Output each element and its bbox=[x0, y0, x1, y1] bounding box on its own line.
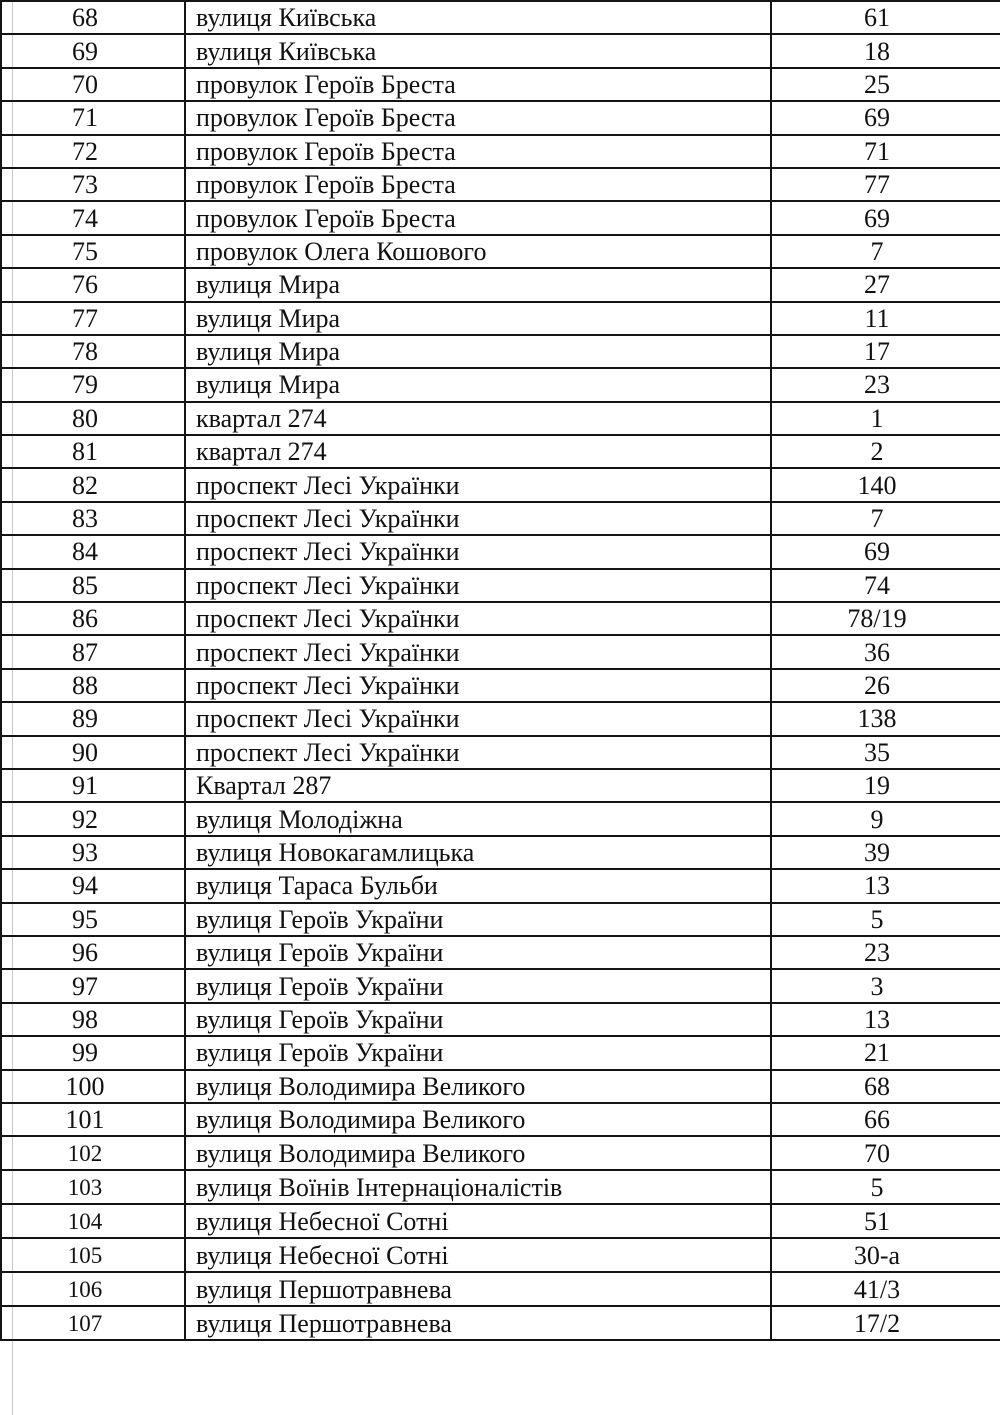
street-cell: вулиця Першотравнева bbox=[185, 1306, 771, 1340]
row-number: 97 bbox=[72, 971, 98, 1001]
house-number-cell bbox=[771, 302, 1000, 335]
row-number-cell bbox=[1, 1036, 185, 1069]
house-number: 7 bbox=[870, 504, 884, 534]
row-number: 94 bbox=[72, 871, 98, 901]
street-cell: проспект Лесі Українки bbox=[185, 736, 771, 769]
house-number: 11 bbox=[864, 303, 890, 333]
table-row bbox=[1, 435, 1000, 468]
row-number-cell bbox=[1, 1306, 185, 1340]
house-number-cell bbox=[771, 1, 1000, 34]
house-number-cell bbox=[771, 569, 1000, 602]
house-number-cell bbox=[771, 335, 1000, 368]
row-number-cell bbox=[1, 1136, 185, 1170]
row-number-cell bbox=[1, 268, 185, 301]
table-row bbox=[1, 903, 1000, 936]
row-number: 95 bbox=[72, 904, 98, 934]
row-number: 69 bbox=[72, 36, 98, 66]
row-number: 73 bbox=[72, 170, 98, 200]
row-number: 79 bbox=[72, 370, 98, 400]
row-number: 96 bbox=[72, 938, 98, 968]
street-cell: проспект Лесі Українки bbox=[185, 702, 771, 735]
house-number-cell bbox=[771, 903, 1000, 936]
row-number: 103 bbox=[67, 1175, 103, 1201]
table-row bbox=[1, 869, 1000, 902]
table-row bbox=[1, 602, 1000, 635]
street-cell: вулиця Володимира Великого bbox=[185, 1103, 771, 1136]
table-row bbox=[1, 335, 1000, 368]
row-number: 83 bbox=[72, 504, 98, 534]
table-row bbox=[1, 669, 1000, 702]
street-cell: провулок Героїв Бреста bbox=[185, 168, 771, 201]
table-row bbox=[1, 502, 1000, 535]
table-row bbox=[1, 201, 1000, 234]
table-row bbox=[1, 135, 1000, 168]
row-number: 99 bbox=[72, 1038, 98, 1068]
street-cell: провулок Героїв Бреста bbox=[185, 135, 771, 168]
row-number: 68 bbox=[72, 3, 98, 33]
street-cell: провулок Героїв Бреста bbox=[185, 201, 771, 234]
row-number-cell bbox=[1, 969, 185, 1002]
street-cell: провулок Героїв Бреста bbox=[185, 101, 771, 134]
house-number-cell bbox=[771, 1003, 1000, 1036]
house-number-cell bbox=[771, 135, 1000, 168]
house-number: 69 bbox=[864, 203, 890, 233]
house-number: 61 bbox=[864, 3, 890, 33]
street-cell: квартал 274 bbox=[185, 435, 771, 468]
house-number-cell bbox=[771, 402, 1000, 435]
house-number-cell bbox=[771, 535, 1000, 568]
house-number: 39 bbox=[864, 837, 890, 867]
table-row bbox=[1, 535, 1000, 568]
row-number: 75 bbox=[72, 236, 98, 266]
row-number: 86 bbox=[72, 604, 98, 634]
table-row bbox=[1, 936, 1000, 969]
house-number-cell bbox=[771, 68, 1000, 101]
house-number: 23 bbox=[864, 370, 890, 400]
house-number: 77 bbox=[864, 170, 890, 200]
row-number-cell bbox=[1, 635, 185, 668]
house-number-cell bbox=[771, 1272, 1000, 1306]
street-cell: вулиця Мира bbox=[185, 302, 771, 335]
house-number: 27 bbox=[864, 270, 890, 300]
row-number-cell bbox=[1, 1070, 185, 1103]
house-number: 140 bbox=[857, 470, 897, 500]
row-number-cell bbox=[1, 1238, 185, 1272]
house-number: 70 bbox=[864, 1138, 890, 1168]
table-row bbox=[1, 302, 1000, 335]
house-number-cell bbox=[771, 869, 1000, 902]
row-number-cell bbox=[1, 869, 185, 902]
house-number-cell bbox=[771, 168, 1000, 201]
row-number-cell bbox=[1, 1, 185, 34]
house-number: 9 bbox=[870, 804, 884, 834]
table-row bbox=[1, 402, 1000, 435]
house-number: 71 bbox=[864, 136, 890, 166]
row-number-cell bbox=[1, 1272, 185, 1306]
row-number: 74 bbox=[72, 203, 98, 233]
street-cell: вулиця Воїнів Інтернаціоналістів bbox=[185, 1170, 771, 1204]
row-number: 76 bbox=[72, 270, 98, 300]
row-number-cell bbox=[1, 68, 185, 101]
house-number: 68 bbox=[864, 1071, 890, 1101]
house-number-cell bbox=[771, 769, 1000, 802]
house-number: 78/19 bbox=[847, 604, 907, 634]
row-number-cell bbox=[1, 836, 185, 869]
row-number-cell bbox=[1, 802, 185, 835]
house-number: 41/3 bbox=[853, 1274, 901, 1304]
house-number: 138 bbox=[857, 704, 897, 734]
row-number-cell bbox=[1, 168, 185, 201]
row-number-cell bbox=[1, 302, 185, 335]
street-cell: проспект Лесі Українки bbox=[185, 535, 771, 568]
table-row bbox=[1, 836, 1000, 869]
table-row bbox=[1, 268, 1000, 301]
row-number: 101 bbox=[65, 1105, 105, 1135]
street-cell: проспект Лесі Українки bbox=[185, 669, 771, 702]
street-cell: проспект Лесі Українки bbox=[185, 468, 771, 501]
street-cell: вулиця Героїв України bbox=[185, 903, 771, 936]
house-number-cell bbox=[771, 836, 1000, 869]
house-number-cell bbox=[771, 435, 1000, 468]
row-number: 88 bbox=[72, 671, 98, 700]
table-row bbox=[1, 969, 1000, 1002]
table-row bbox=[1, 1103, 1000, 1136]
row-number: 89 bbox=[72, 704, 98, 734]
row-number: 90 bbox=[72, 737, 98, 767]
house-number: 21 bbox=[864, 1038, 890, 1068]
row-number: 84 bbox=[72, 537, 98, 567]
row-number: 105 bbox=[67, 1243, 103, 1269]
row-number-cell bbox=[1, 1204, 185, 1238]
row-number-cell bbox=[1, 468, 185, 501]
row-number: 98 bbox=[72, 1004, 98, 1034]
house-number: 25 bbox=[864, 69, 890, 99]
house-number-cell bbox=[771, 1036, 1000, 1069]
house-number-cell bbox=[771, 669, 1000, 702]
street-cell: вулиця Героїв України bbox=[185, 1036, 771, 1069]
table-row bbox=[1, 1306, 1000, 1340]
row-number: 100 bbox=[65, 1071, 105, 1101]
table-row bbox=[1, 235, 1000, 268]
house-number-cell bbox=[771, 1238, 1000, 1272]
house-number: 51 bbox=[864, 1206, 890, 1236]
house-number: 36 bbox=[864, 637, 890, 667]
house-number: 3 bbox=[870, 971, 884, 1001]
row-number: 78 bbox=[72, 337, 98, 367]
house-number-cell bbox=[771, 936, 1000, 969]
row-number: 71 bbox=[72, 103, 98, 133]
table-row bbox=[1, 569, 1000, 602]
street-cell: провулок Героїв Бреста bbox=[185, 68, 771, 101]
row-number-cell bbox=[1, 34, 185, 67]
house-number-cell bbox=[771, 1204, 1000, 1238]
row-number: 93 bbox=[72, 837, 98, 867]
row-number-cell bbox=[1, 368, 185, 401]
house-number-cell bbox=[771, 736, 1000, 769]
table-row bbox=[1, 635, 1000, 668]
street-cell: квартал 274 bbox=[185, 402, 771, 435]
house-number-cell bbox=[771, 1170, 1000, 1204]
row-number: 80 bbox=[72, 403, 98, 433]
row-number: 87 bbox=[72, 637, 98, 667]
street-cell: вулиця Київська bbox=[185, 1, 771, 34]
address-table-body bbox=[1, 1, 1000, 1340]
row-number: 106 bbox=[67, 1277, 103, 1303]
table-row bbox=[1, 68, 1000, 101]
street-cell: вулиця Володимира Великого bbox=[185, 1136, 771, 1170]
house-number: 1 bbox=[870, 403, 884, 433]
house-number: 26 bbox=[864, 671, 890, 700]
house-number: 74 bbox=[864, 570, 890, 600]
table-row bbox=[1, 1272, 1000, 1306]
house-number-cell bbox=[771, 101, 1000, 134]
row-number-cell bbox=[1, 535, 185, 568]
row-number-cell bbox=[1, 135, 185, 168]
house-number-cell bbox=[771, 502, 1000, 535]
row-number-cell bbox=[1, 569, 185, 602]
row-number: 104 bbox=[67, 1209, 103, 1235]
row-number-cell bbox=[1, 502, 185, 535]
row-number-cell bbox=[1, 235, 185, 268]
street-cell: Квартал 287 bbox=[185, 769, 771, 802]
house-number-cell bbox=[771, 702, 1000, 735]
house-number: 35 bbox=[864, 737, 890, 767]
table-row bbox=[1, 1, 1000, 34]
house-number: 69 bbox=[864, 103, 890, 133]
street-cell: вулиця Новокагамлицька bbox=[185, 836, 771, 869]
row-number: 85 bbox=[72, 570, 98, 600]
row-number-cell bbox=[1, 1170, 185, 1204]
street-cell: проспект Лесі Українки bbox=[185, 502, 771, 535]
row-number-cell bbox=[1, 936, 185, 969]
street-cell: проспект Лесі Українки bbox=[185, 569, 771, 602]
street-cell: вулиця Героїв України bbox=[185, 1003, 771, 1036]
table-row bbox=[1, 1036, 1000, 1069]
house-number-cell bbox=[771, 201, 1000, 234]
street-cell: вулиця Першотравнева bbox=[185, 1272, 771, 1306]
house-number: 23 bbox=[864, 938, 890, 968]
row-number: 102 bbox=[67, 1141, 103, 1167]
row-number: 81 bbox=[72, 437, 98, 467]
table-row bbox=[1, 802, 1000, 835]
house-number-cell bbox=[771, 635, 1000, 668]
house-number-cell bbox=[771, 1103, 1000, 1136]
street-cell: вулиця Мира bbox=[185, 368, 771, 401]
street-cell: проспект Лесі Українки bbox=[185, 602, 771, 635]
street-cell: вулиця Героїв України bbox=[185, 936, 771, 969]
table-row bbox=[1, 736, 1000, 769]
house-number: 7 bbox=[870, 236, 884, 266]
house-number: 5 bbox=[870, 904, 884, 934]
row-number-cell bbox=[1, 669, 185, 702]
house-number: 19 bbox=[864, 771, 890, 801]
table-row bbox=[1, 34, 1000, 67]
street-cell: провулок Олега Кошового bbox=[185, 235, 771, 268]
row-number-cell bbox=[1, 201, 185, 234]
house-number: 18 bbox=[864, 36, 890, 66]
row-number-cell bbox=[1, 335, 185, 368]
row-number: 72 bbox=[72, 136, 98, 166]
house-number: 13 bbox=[864, 871, 890, 901]
house-number: 17 bbox=[864, 337, 890, 367]
house-number: 17/2 bbox=[853, 1308, 901, 1338]
row-number-cell bbox=[1, 903, 185, 936]
house-number-cell bbox=[771, 1136, 1000, 1170]
house-number-cell bbox=[771, 969, 1000, 1002]
row-number: 77 bbox=[72, 303, 98, 333]
table-row bbox=[1, 1238, 1000, 1272]
street-cell: вулиця Мира bbox=[185, 335, 771, 368]
street-cell: вулиця Київська bbox=[185, 34, 771, 67]
table-row bbox=[1, 1204, 1000, 1238]
house-number: 69 bbox=[864, 537, 890, 567]
house-number-cell bbox=[771, 468, 1000, 501]
street-cell: вулиця Молодіжна bbox=[185, 802, 771, 835]
street-cell: вулиця Мира bbox=[185, 268, 771, 301]
row-number-cell bbox=[1, 736, 185, 769]
row-number-cell bbox=[1, 702, 185, 735]
row-number-cell bbox=[1, 402, 185, 435]
house-number-cell bbox=[771, 34, 1000, 67]
street-cell: вулиця Володимира Великого bbox=[185, 1070, 771, 1103]
house-number-cell bbox=[771, 368, 1000, 401]
row-number-cell bbox=[1, 101, 185, 134]
house-number-cell bbox=[771, 235, 1000, 268]
street-cell: вулиця Небесної Сотні bbox=[185, 1238, 771, 1272]
house-number: 5 bbox=[870, 1172, 884, 1202]
table-row bbox=[1, 769, 1000, 802]
house-number: 2 bbox=[870, 437, 884, 467]
table-row bbox=[1, 101, 1000, 134]
row-number: 91 bbox=[72, 771, 98, 801]
table-row bbox=[1, 1003, 1000, 1036]
row-number-cell bbox=[1, 769, 185, 802]
row-number-cell bbox=[1, 435, 185, 468]
row-number: 107 bbox=[67, 1311, 103, 1337]
house-number-cell bbox=[771, 268, 1000, 301]
house-number: 13 bbox=[864, 1004, 890, 1034]
street-cell: проспект Лесі Українки bbox=[185, 635, 771, 668]
house-number-cell bbox=[771, 1070, 1000, 1103]
row-number-cell bbox=[1, 602, 185, 635]
row-number: 82 bbox=[72, 470, 98, 500]
table-row bbox=[1, 1070, 1000, 1103]
row-number-cell bbox=[1, 1003, 185, 1036]
row-number-cell bbox=[1, 1103, 185, 1136]
table-row bbox=[1, 168, 1000, 201]
house-number-cell bbox=[771, 602, 1000, 635]
street-cell: вулиця Героїв України bbox=[185, 969, 771, 1002]
table-row bbox=[1, 468, 1000, 501]
street-cell: вулиця Небесної Сотні bbox=[185, 1204, 771, 1238]
table-row bbox=[1, 1170, 1000, 1204]
house-number: 66 bbox=[864, 1105, 890, 1135]
table-row bbox=[1, 1136, 1000, 1170]
row-number: 92 bbox=[72, 804, 98, 834]
house-number-cell bbox=[771, 802, 1000, 835]
house-number-cell bbox=[771, 1306, 1000, 1340]
row-number: 70 bbox=[72, 69, 98, 99]
house-number: 30-а bbox=[853, 1240, 901, 1270]
table-row bbox=[1, 368, 1000, 401]
street-cell: вулиця Тараса Бульби bbox=[185, 869, 771, 902]
table-row bbox=[1, 702, 1000, 735]
